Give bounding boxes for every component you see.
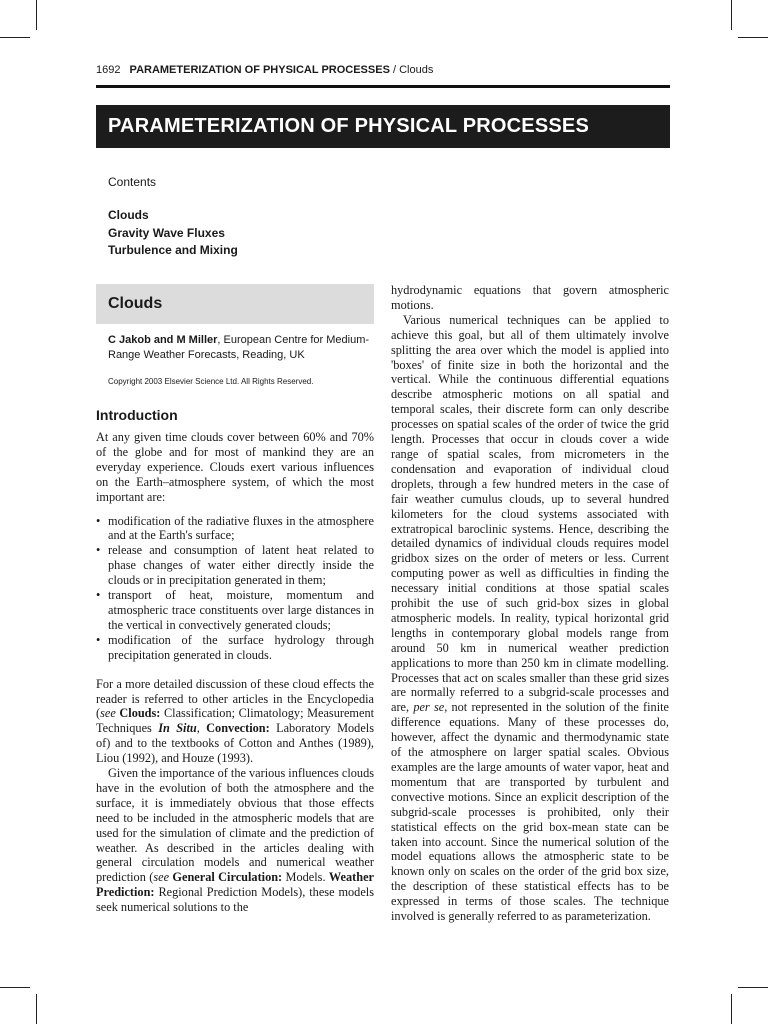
crop-mark	[731, 0, 732, 30]
list-item	[96, 588, 374, 633]
text-run: Classification; Climatology; Measurement Techniques	[96, 706, 375, 736]
intro-paragraph: At any given time clouds cover between 60% and 70% of the globe and for most of mankind they are an everyday experience. Clouds exert various influences on the Earth–atmosphere system, of which the most important are:	[96, 430, 374, 504]
text-run: Models.	[282, 870, 329, 885]
influence-list	[96, 514, 374, 663]
list-item-text: modification of the radiative fluxes in the atmosphere and at the Earth's surface;	[108, 513, 374, 543]
numerical-techniques-paragraph	[391, 313, 669, 924]
list-item	[96, 543, 374, 588]
author-names: C Jakob and M Miller	[108, 334, 218, 346]
text-run: Various numerical techniques can be applied to achieve this goal, but all of them ultimately involve splitting the area over which the model is applied into 'boxes' of finite size in both the horizontal and the vertical. While the continuous differential equations describe atmospheric motions on all spatial and temporal scales, their discrete form can only describe processes on spatial scales of the order of twice the grid length. Processes that occur in clouds cover a wide range of spatial scales, from micrometers in the condensation and evaporation of individual cloud droplets, through a few hundred meters in the case of fair weather cumulus clouds, up to several hundred kilometers for the cloud systems associated with extratropical baroclinic systems. Hence, describing the detailed dynamics of individual clouds requires model gridbox sizes on the order of meters or less. Current computing power as well as difficulties in finding the necessary initial conditions at those spatial scales prohibit the use of such grid-box sizes in global atmospheric models. In reality, typical horizontal grid lengths in contemporary global models range from around 50 km in numerical weather prediction applications to more than 250 km in climate modelling. Processes that act on scales smaller than these grid sizes are normally referred to a subgrid-scale processes and are,	[391, 312, 669, 715]
text-run: For a more detailed discussion of these cloud effects the reader is referred to other articles in the Encyclopedia (	[96, 676, 374, 721]
list-item-text: transport of heat, moisture, momentum and atmospheric trace constituents over large distances in the vertical in convectively generated clouds;	[108, 588, 374, 632]
text-run: Given the importance of the various influences clouds have in the evolution of both the atmosphere and the surface, it is immediately obvious that those effects need to be included in the atmospheric models that are used for the simulation of climate and the prediction of weather. As described in the articles dealing with general circulation models and numerical weather prediction (	[96, 766, 375, 885]
text-run: Regional Prediction Models), these models seek numerical solutions to the	[96, 885, 374, 915]
right-column	[391, 283, 669, 924]
crop-mark	[738, 987, 768, 988]
xref-link[interactable]: Convection:	[206, 721, 270, 736]
text-run: see	[100, 706, 116, 721]
crop-mark	[0, 987, 30, 988]
text-run: Laboratory Models of) and to the textbooks of Cotton and Anthes (1989), Liou (1992), and Houze (1993).	[96, 721, 374, 766]
authors	[108, 333, 374, 363]
list-item-text: modification of the surface hydrology through precipitation generated in clouds.	[108, 632, 374, 662]
references-paragraph	[96, 677, 374, 766]
bullet-icon: •	[96, 588, 101, 603]
running-header	[96, 64, 670, 76]
running-section: / Clouds	[389, 64, 434, 76]
crop-mark	[738, 37, 768, 38]
xref-link[interactable]: Weather Prediction:	[96, 870, 374, 900]
continuation-paragraph: hydrodynamic equations that govern atmospheric motions.	[391, 283, 669, 312]
contents-label: Contents	[108, 175, 157, 189]
xref-link[interactable]: Clouds:	[115, 706, 161, 721]
xref-link[interactable]: In Situ	[158, 721, 197, 736]
contents-list	[108, 207, 238, 260]
contents-item-clouds[interactable]: Clouds	[108, 208, 149, 222]
xref-link[interactable]: General Circulation:	[169, 870, 283, 885]
list-item-text: release and consumption of latent heat related to phase changes of water either directly inside the clouds or in precipitation generated in them;	[108, 543, 374, 588]
running-title: PARAMETERIZATION OF PHYSICAL PROCESSES	[129, 64, 390, 76]
text-run: see	[153, 870, 170, 885]
bullet-icon: •	[96, 513, 101, 528]
list-item	[96, 633, 374, 663]
crop-mark	[36, 994, 37, 1024]
header-rule	[96, 85, 670, 88]
affiliation: , European Centre for Medium-Range Weather Forecasts, Reading, UK	[108, 334, 370, 361]
crop-mark	[36, 0, 37, 30]
copyright: Copyright 2003 Elsevier Science Ltd. All Rights Reserved.	[108, 377, 314, 386]
bullet-icon: •	[96, 543, 101, 558]
list-item	[96, 514, 374, 544]
section-heading-clouds: Clouds	[96, 284, 374, 324]
left-column	[96, 284, 374, 915]
page-title: PARAMETERIZATION OF PHYSICAL PROCESSES	[96, 105, 670, 148]
importance-paragraph	[96, 766, 374, 915]
text-run: ,	[196, 721, 207, 736]
contents-item-turbulence-mixing[interactable]: Turbulence and Mixing	[108, 243, 238, 257]
introduction-heading: Introduction	[96, 407, 178, 423]
contents-item-gravity-wave-fluxes[interactable]: Gravity Wave Fluxes	[108, 225, 225, 240]
text-run: per se	[413, 700, 445, 715]
text-run: , not represented in the solution of the finite difference equations. Many of these processes do, however, affect the dynamic and thermodynamic state of the atmosphere on larger spatial scales. Obvious examples are the large amounts of water vapor, heat and momentum that are transported by turbulent and convective motions. Since an explicit description of the subgrid-scale processes is prohibited, only their statistical effects on the grid box-mean state can be taken into account. Since the numerical solution of the model equations allows the atmospheric state to be known only on scales on the order of the grid box size, the description of these statistical effects has to be expressed in terms of those scales. The technique involved is generally referred to as parameterization.	[391, 700, 669, 924]
crop-mark	[0, 37, 30, 38]
page-number: 1692	[96, 64, 121, 76]
bullet-icon: •	[96, 632, 101, 647]
crop-mark	[731, 994, 732, 1024]
